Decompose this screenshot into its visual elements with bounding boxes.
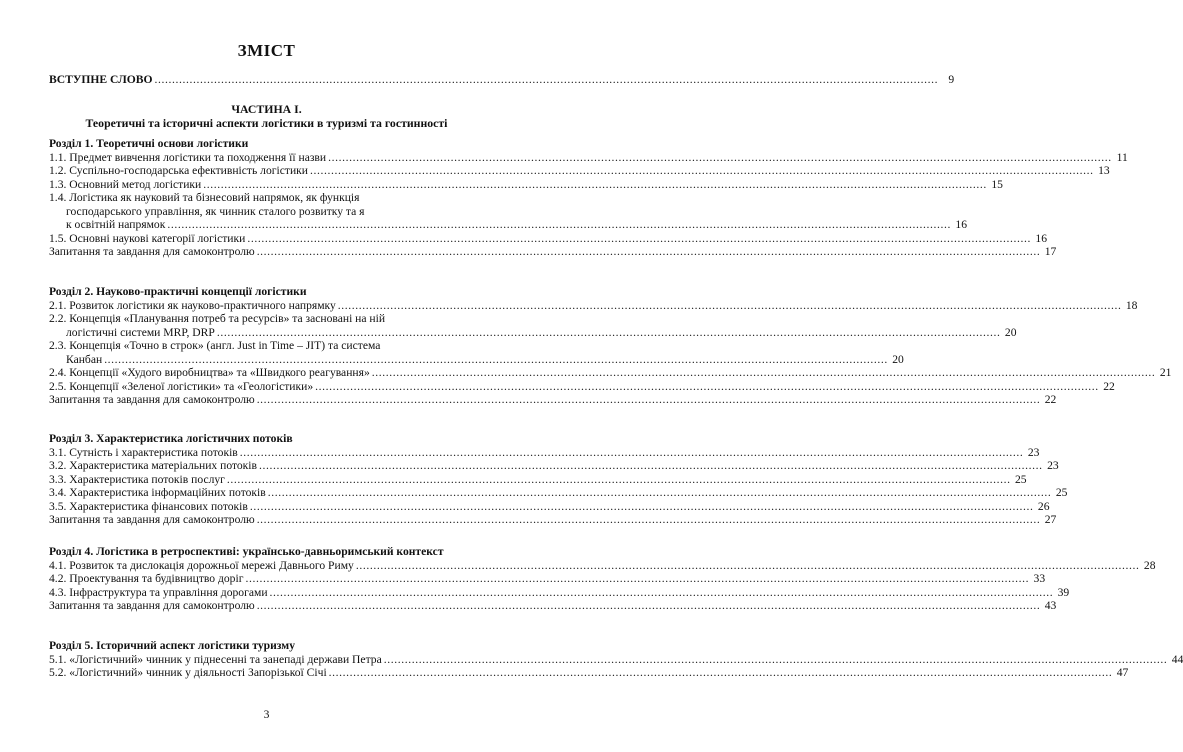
toc-title: ЗМІСТ: [237, 41, 296, 60]
toc-entry: 1.1. Предмет вивчення логістики та походження її назви ..... 11: [49, 151, 472, 165]
toc-entry: Запитання та завдання для самоконтролю ..... 22: [49, 393, 472, 407]
toc-entry: 1.4. Логістика як науковий та бізнесовий напрямок, як функція господарського управління, як чинник сталого розвитку та я к освітній напрямок ..... 16: [49, 191, 472, 232]
toc-entry: Запитання та завдання для самоконтролю ..... 27: [49, 513, 472, 527]
toc-entry: 5.2. «Логістичний» чинник у діяльності Запорізької Січі ..... 47: [49, 666, 472, 680]
section-title: Розділ 1. Теоретичні основи логістики: [49, 137, 249, 150]
section-title: Розділ 5. Історичний аспект логістики туризму: [49, 639, 295, 652]
toc-entry: 5.1. «Логістичний» чинник у піднесенні та занепаді держави Петра ..... 44: [49, 653, 472, 667]
toc-entry: 3.3. Характеристика потоків послуг ..... 25: [49, 473, 472, 487]
section-title: Розділ 2. Науково-практичні концепції логістики: [49, 285, 307, 298]
part-label: ЧАСТИНА І.: [231, 102, 302, 116]
section-5: [49, 639, 1183, 680]
toc-entry: 2.4. Концепції «Худого виробництва» та «Швидкого реагування» ..... 21: [49, 366, 472, 380]
toc-entry: 2.2. Концепція «Планування потреб та ресурсів» та засновані на ній логістичні системи MRP, DRP ..... 20: [49, 312, 472, 339]
toc-entry: 2.5. Концепції «Зеленої логістики» та «Геологістики» ..... 22: [49, 380, 472, 394]
intro-page: 9: [948, 73, 955, 86]
toc-entry: 1.3. Основний метод логістики ..... 15: [49, 178, 472, 192]
section-1: [49, 137, 1128, 259]
toc-entry: 3.2. Характеристика матеріальних потоків ..... 23: [49, 459, 472, 473]
section-4: [49, 545, 1156, 613]
toc-entry: 4.1. Розвиток та дислокація дорожньої мережі Давнього Риму ..... 28: [49, 559, 472, 573]
toc-entry: 3.1. Сутність і характеристика потоків ..... 23: [49, 446, 472, 460]
intro-entry: [49, 73, 955, 87]
toc-entry: Запитання та завдання для самоконтролю ..... 17: [49, 245, 472, 259]
toc-entry: 1.2. Суспільно-господарська ефективність логістики ..... 13: [49, 164, 472, 178]
intro-label: ВСТУПНЕ СЛОВО: [49, 73, 153, 86]
toc-entry: Запитання та завдання для самоконтролю ..... 43: [49, 599, 472, 613]
page-number: 3: [263, 708, 270, 721]
toc-entry: 2.1. Розвиток логістики як науково-практичного напрямку ..... 18: [49, 299, 472, 313]
section-title: Розділ 3. Характеристика логістичних потоків: [49, 432, 293, 445]
toc-entry: 1.5. Основні наукові категорії логістики ..... 16: [49, 232, 472, 246]
section-3: [49, 432, 1068, 527]
toc-entry: 3.4. Характеристика інформаційних потоків ..... 25: [49, 486, 472, 500]
toc-entry: 4.2. Проектування та будівництво доріг ..... 33: [49, 572, 472, 586]
part-heading: [0, 102, 533, 130]
toc-entry: 4.3. Інфраструктура та управління дорогами ..... 39: [49, 586, 472, 600]
section-title: Розділ 4. Логістика в ретроспективі: українсько-давньоримський контекст: [49, 545, 444, 558]
toc-entry: 3.5. Характеристика фінансових потоків ..... 26: [49, 500, 472, 514]
part-subtitle: Теоретичні та історичні аспекти логістики в туризмі та гостинності: [85, 116, 448, 130]
toc-entry: 2.3. Концепція «Точно в строк» (англ. Just in Time – JIT) та система Канбан ..... 20: [49, 339, 472, 366]
section-2: [49, 285, 1172, 407]
